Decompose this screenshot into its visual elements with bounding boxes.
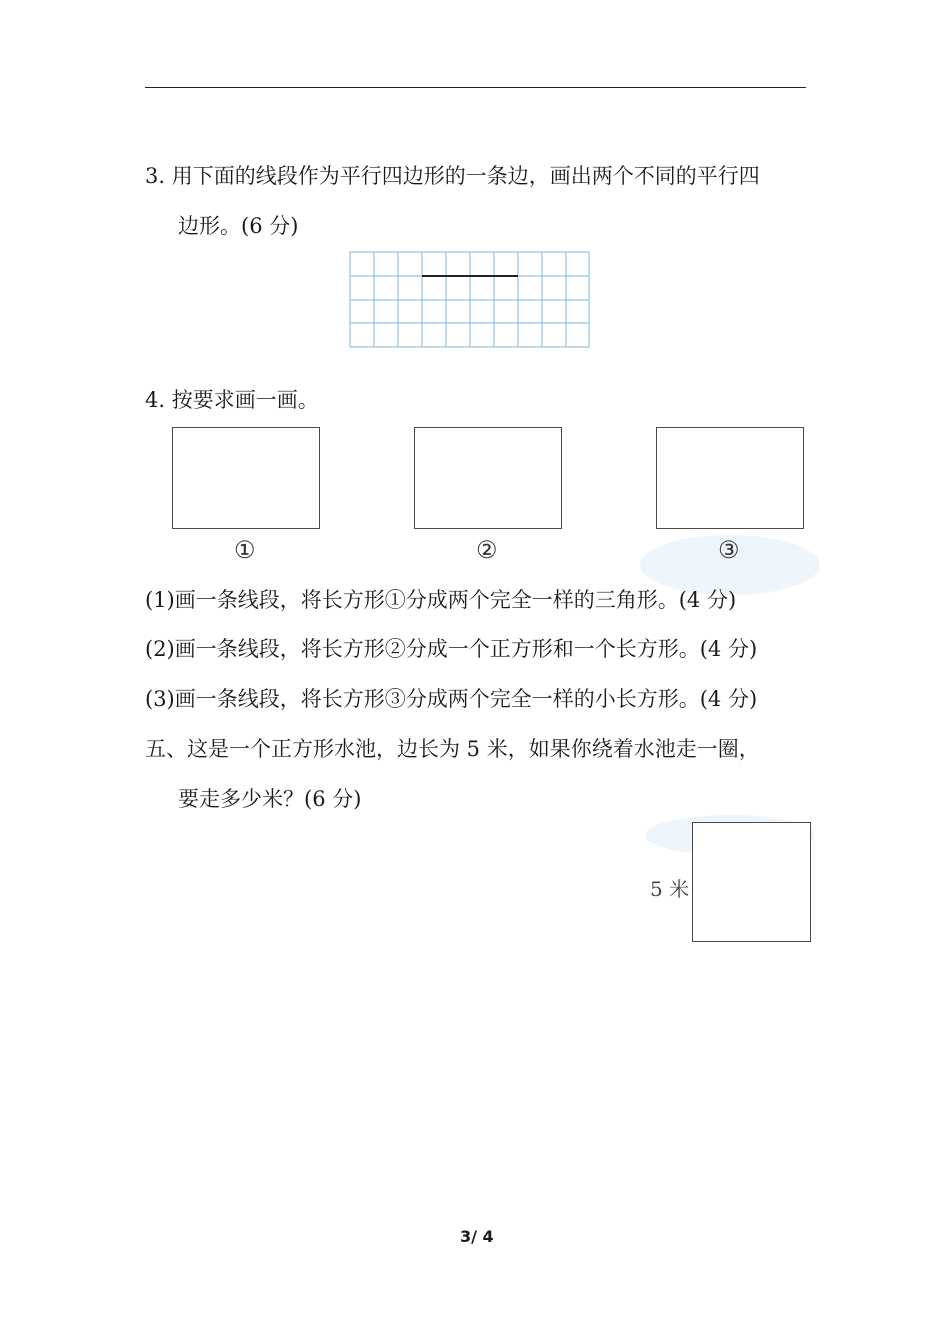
page-number: 3/ 4: [460, 1227, 494, 1246]
q5-text-line1: 五、这是一个正方形水池，边长为 5 米，如果你绕着水池走一圈，: [145, 737, 760, 761]
q5-text-line2: 要走多少米？(6 分): [178, 787, 362, 811]
q4-title: 4. 按要求画一画。: [145, 388, 319, 412]
rectangle-3[interactable]: [656, 427, 804, 529]
rectangle-1-label: ①: [234, 536, 256, 564]
rectangle-2[interactable]: [414, 427, 562, 529]
q3-text-line2: 边形。(6 分): [178, 214, 299, 238]
q4-item-2: (2)画一条线段，将长方形②分成一个正方形和一个长方形。(4 分): [145, 637, 758, 661]
q3-text-line1: 3. 用下面的线段作为平行四边形的一条边，画出两个不同的平行四: [145, 164, 760, 188]
q4-item-3: (3)画一条线段，将长方形③分成两个完全一样的小长方形。(4 分): [145, 687, 758, 711]
rectangle-1[interactable]: [172, 427, 320, 529]
grid-paper: [349, 251, 591, 349]
rectangle-2-label: ②: [476, 536, 498, 564]
header-rule: [145, 87, 806, 88]
rectangle-3-label: ③: [718, 536, 740, 564]
square-pool[interactable]: [692, 822, 811, 942]
pool-side-label: 5 米: [650, 877, 690, 901]
q4-item-1: (1)画一条线段，将长方形①分成两个完全一样的三角形。(4 分): [145, 588, 737, 612]
